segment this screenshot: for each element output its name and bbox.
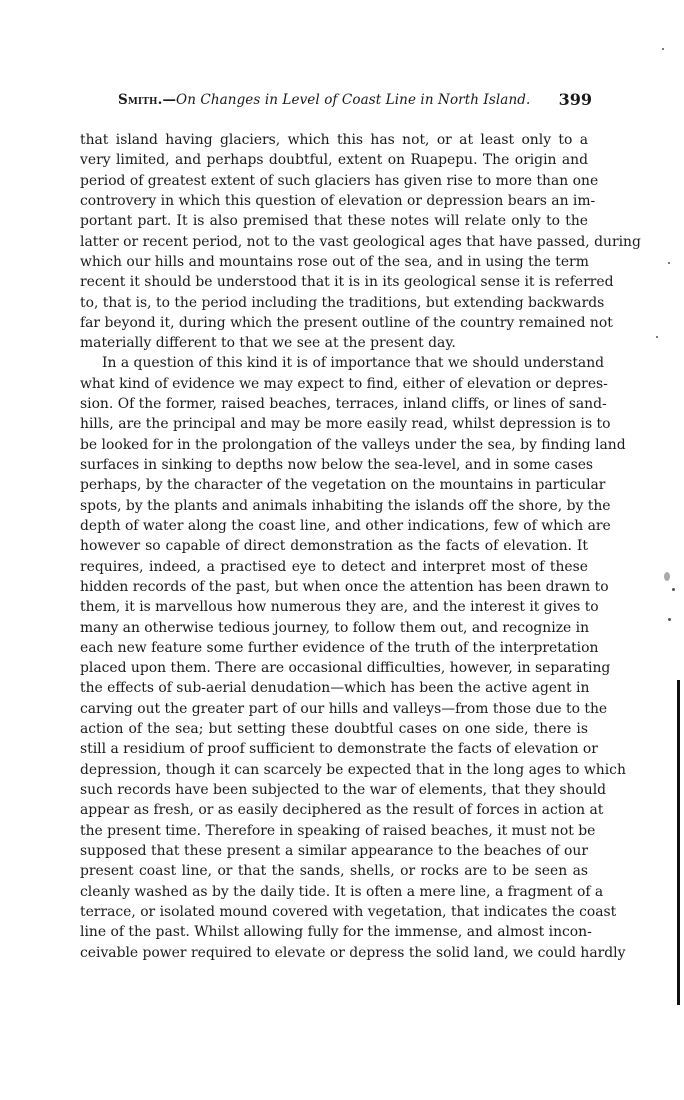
text-line: sion. Of the former, raised beaches, terraces, inland cliffs, or lines of sand- xyxy=(80,396,607,413)
text-line: period of greatest extent of such glaciers has given rise to more than one xyxy=(80,172,599,189)
text-line: that island having glaciers, which this has not, or at least only to a xyxy=(80,132,588,148)
text-line: them, it is marvellous how numerous they are, and the interest it gives to xyxy=(80,599,599,616)
text-line: very limited, and perhaps doubtful, extent on Ruapepu. The origin and xyxy=(80,152,588,169)
text-line: perhaps, by the character of the vegetation on the mountains in particular xyxy=(80,477,606,494)
text-line: carving out the greater part of our hills and valleys—from those due to the xyxy=(80,700,608,717)
text-line: many an otherwise tedious journey, to follow them out, and recognize in xyxy=(80,619,590,636)
header-separator: — xyxy=(162,92,177,108)
text-line: latter or recent period, not to the vast geological ages that have passed, during xyxy=(80,233,641,250)
text-line: depression, though it can scarcely be expected that in the long ages to which xyxy=(80,761,626,778)
text-line: however so capable of direct demonstration as the facts of elevation. It xyxy=(80,538,588,555)
text-line: action of the sea; but setting these doubtful cases on one side, there is xyxy=(80,721,588,738)
text-line: be looked for in the prolongation of the valleys under the sea, by finding land xyxy=(80,436,626,453)
running-head xyxy=(118,92,592,114)
scan-speck xyxy=(668,618,671,621)
text-line: portant part. It is also premised that these notes will relate only to the xyxy=(80,213,588,230)
text-line: surfaces in sinking to depths now below the sea-level, and in some cases xyxy=(80,457,594,473)
scan-speck xyxy=(668,262,670,264)
text-line: hidden records of the past, but when once the attention has been drawn to xyxy=(80,578,609,595)
scan-speck xyxy=(662,48,664,50)
text-line: the present time. Therefore in speaking of raised beaches, it must not be xyxy=(80,822,596,839)
text-line: each new feature some further evidence of the truth of the interpretation xyxy=(80,639,599,656)
text-line: In a question of this kind it is of importance that we should understand xyxy=(102,355,605,372)
margin-bar xyxy=(677,680,680,1005)
running-title xyxy=(118,92,530,108)
text-line: cleanly washed as by the daily tide. It is often a mere line, a fragment of a xyxy=(80,883,604,900)
scan-speck xyxy=(656,336,658,338)
text-line: still a residium of proof sufficient to demonstrate the facts of elevation or xyxy=(80,741,598,758)
text-line: materially different to that we see at the present day. xyxy=(80,335,456,352)
text-line: requires, indeed, a practised eye to detect and interpret most of these xyxy=(80,558,588,575)
page-number: 399 xyxy=(558,90,592,109)
header-author: Smith. xyxy=(118,92,163,108)
text-line: such records have been subjected to the war of elements, that they should xyxy=(80,782,607,798)
scan-speck xyxy=(672,588,675,591)
text-line: ceivable power required to elevate or depress the solid land, we could hardly xyxy=(80,944,626,961)
text-line: far beyond it, during which the present outline of the country remained not xyxy=(80,314,613,331)
paragraph xyxy=(80,130,641,353)
text-line: the effects of sub-aerial denudation—which has been the active agent in xyxy=(80,680,590,697)
text-line: hills, are the principal and may be more easily read, whilst depression is to xyxy=(80,416,611,433)
text-line: supposed that these present a similar appearance to the beaches of our xyxy=(80,842,588,859)
text-line: recent it should be understood that it is in its geological sense it is referred xyxy=(80,274,614,291)
text-line: to, that is, to the period including the traditions, but extending backwards xyxy=(80,294,605,311)
text-line: line of the past. Whilst allowing fully for the immense, and almost incon- xyxy=(80,924,592,941)
text-line: which our hills and mountains rose out of the sea, and in using the term xyxy=(80,253,589,270)
text-line: controvery in which this question of elevation or depression bears an im- xyxy=(80,192,596,209)
text-line: depth of water along the coast line, and other indications, few of which are xyxy=(80,517,611,534)
text-line: present coast line, or that the sands, shells, or rocks are to be seen as xyxy=(80,863,588,880)
text-line: placed upon them. There are occasional difficulties, however, in separating xyxy=(80,660,611,677)
paragraph xyxy=(80,353,626,962)
text-line: terrace, or isolated mound covered with vegetation, that indicates the coast xyxy=(80,903,617,920)
scan-speck xyxy=(664,572,670,581)
body-text xyxy=(80,130,641,963)
text-line: appear as fresh, or as easily deciphered as the result of forces in action at xyxy=(80,802,604,819)
header-title: On Changes in Level of Coast Line in North Island. xyxy=(176,92,531,108)
text-line: spots, by the plants and animals inhabiting the islands off the shore, by the xyxy=(80,497,611,514)
text-line: what kind of evidence we may expect to find, either of elevation or depres- xyxy=(80,375,608,392)
